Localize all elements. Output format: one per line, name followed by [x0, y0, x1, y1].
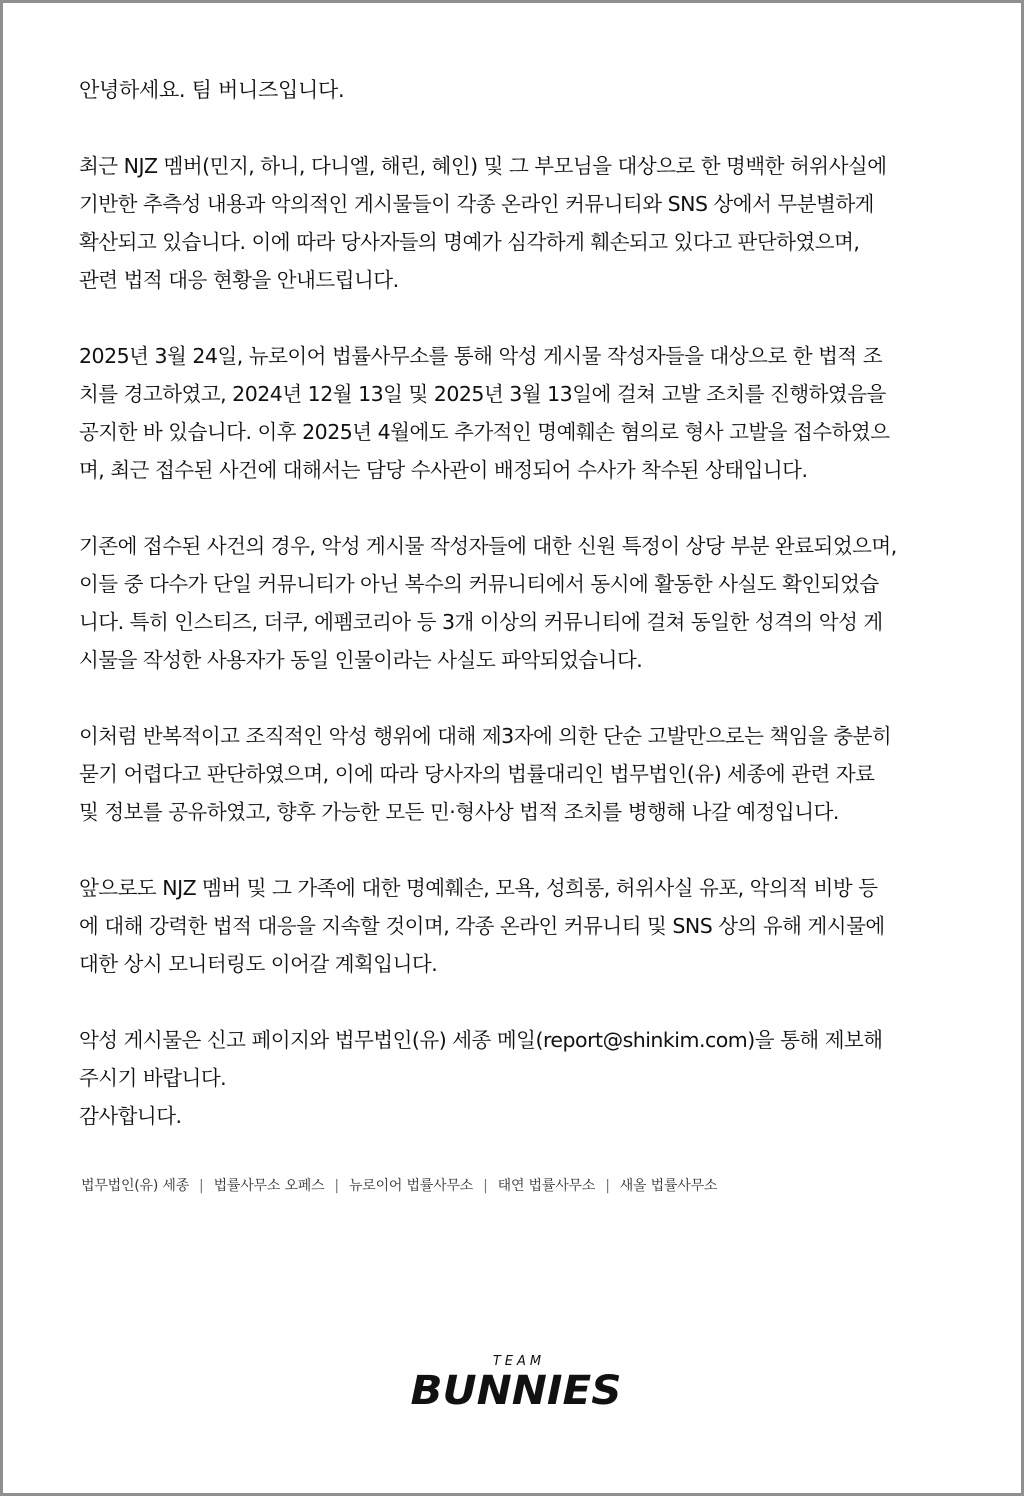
closing-paragraph	[79, 1021, 959, 1135]
footer-firm: 법률사무소 오페스	[213, 1178, 325, 1194]
paragraph-line: 확산되고 있습니다. 이에 따라 당사자들의 명예가 심각하게 훼손되고 있다고 판단하였으며,	[79, 230, 860, 254]
footer-separator: |	[199, 1178, 204, 1194]
paragraph-line: 묻기 어렵다고 판단하였으며, 이에 따라 당사자의 법률대리인 법무법인(유) 세종에 관련 자료	[79, 762, 875, 786]
paragraph-line: 대한 상시 모니터링도 이어갈 계획입니다.	[79, 952, 438, 976]
paragraph-line: 시물을 작성한 사용자가 동일 인물이라는 사실도 파악되었습니다.	[79, 648, 643, 672]
footer-firm: 뉴로이어 법률사무소	[348, 1178, 474, 1194]
footer-firm: 새올 법률사무소	[619, 1178, 718, 1194]
paragraph-line: 공지한 바 있습니다. 이후 2025년 4월에도 추가적인 명예훼손 혐의로 형사 고발을 접수하였으	[79, 420, 890, 444]
footer-separator: |	[605, 1178, 610, 1194]
logo-team-text: TEAM	[492, 1354, 546, 1369]
paragraph-line: 에 대해 강력한 법적 대응을 지속할 것이며, 각종 온라인 커뮤니티 및 SNS 상의 유해 게시물에	[79, 914, 885, 938]
paragraph-line: 관련 법적 대응 현황을 안내드립니다.	[79, 268, 399, 292]
team-bunnies-logo	[401, 1355, 631, 1417]
paragraph-2	[79, 337, 959, 489]
paragraph-4	[79, 717, 959, 831]
statement-body	[79, 71, 959, 1135]
paragraph-line: 니다. 특히 인스티즈, 더쿠, 에펨코리아 등 3개 이상의 커뮤니티에 걸쳐 동일한 성격의 악성 게	[79, 610, 883, 634]
paragraph-3	[79, 527, 959, 679]
paragraph-line: 며, 최근 접수된 사건에 대해서는 담당 수사관이 배정되어 수사가 착수된 상태입니다.	[79, 458, 808, 482]
paragraph-1	[79, 147, 959, 299]
closing-thanks: 감사합니다.	[79, 1104, 182, 1128]
paragraph-5	[79, 869, 959, 983]
paragraph-line: 2025년 3월 24일, 뉴로이어 법률사무소를 통해 악성 게시물 작성자들을 대상으로 한 법적 조	[79, 344, 883, 368]
paragraph-line: 앞으로도 NJZ 멤버 및 그 가족에 대한 명예훼손, 모욕, 성희롱, 허위사실 유포, 악의적 비방 등	[79, 876, 878, 900]
paragraph-line: 이처럼 반복적이고 조직적인 악성 행위에 대해 제3자에 의한 단순 고발만으로는 책임을 충분히	[79, 724, 892, 748]
greeting: 안녕하세요. 팀 버니즈입니다.	[79, 78, 345, 102]
paragraph-line: 기반한 추측성 내용과 악의적인 게시물들이 각종 온라인 커뮤니티와 SNS 상에서 무분별하게	[79, 192, 874, 216]
logo-bunnies-text: BUNNIES	[410, 1368, 622, 1414]
paragraph-line: 및 정보를 공유하였고, 향후 가능한 모든 민·형사상 법적 조치를 병행해 나갈 예정입니다.	[79, 800, 839, 824]
paragraph-line: 최근 NJZ 멤버(민지, 하니, 다니엘, 해린, 혜인) 및 그 부모님을 대상으로 한 명백한 허위사실에	[79, 154, 887, 178]
paragraph-line: 기존에 접수된 사건의 경우, 악성 게시물 작성자들에 대한 신원 특정이 상당 부분 완료되었으며,	[79, 534, 897, 558]
law-firm-footer	[81, 1175, 717, 1195]
paragraph-line: 치를 경고하였고, 2024년 12월 13일 및 2025년 3월 13일에 걸쳐 고발 조치를 진행하였음을	[79, 382, 886, 406]
footer-separator: |	[483, 1178, 488, 1194]
closing-line: 주시기 바랍니다.	[79, 1066, 227, 1090]
footer-firm: 법무법인(유) 세종	[81, 1178, 190, 1194]
footer-firm: 태연 법률사무소	[497, 1178, 596, 1194]
paragraph-line: 이들 중 다수가 단일 커뮤니티가 아닌 복수의 커뮤니티에서 동시에 활동한 사실도 확인되었습	[79, 572, 879, 596]
closing-line: 악성 게시물은 신고 페이지와 법무법인(유) 세종 메일(report@shinkim.com)을 통해 제보해	[79, 1028, 883, 1052]
footer-separator: |	[334, 1178, 339, 1194]
